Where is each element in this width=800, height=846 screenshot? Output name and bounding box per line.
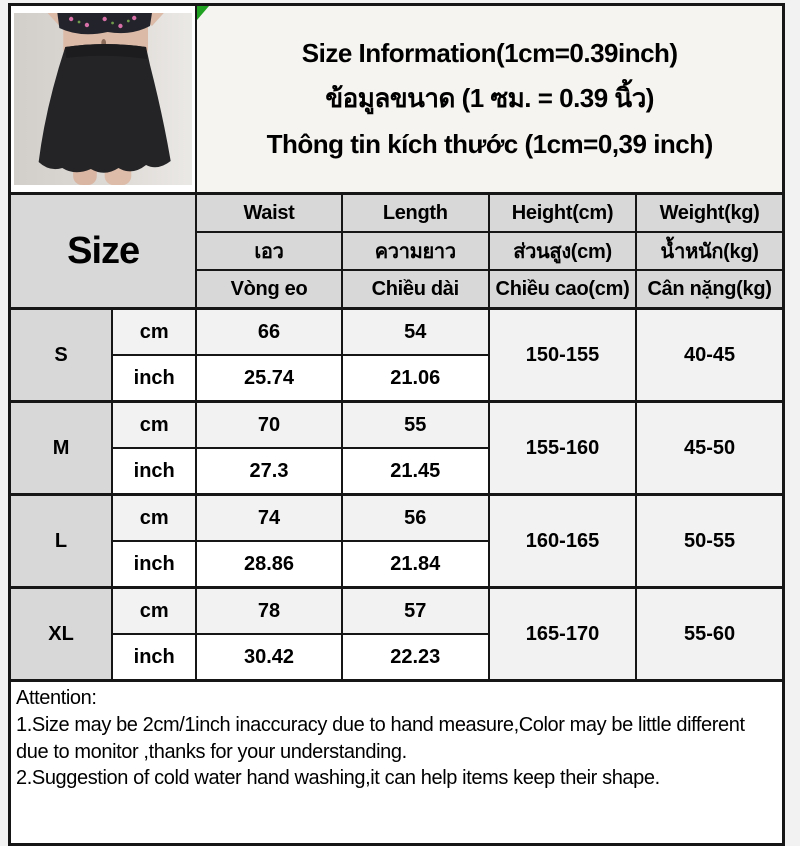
- length-cm-xl: 57: [342, 588, 489, 635]
- unit-inch-label: inch: [112, 448, 196, 495]
- title-english: Size Information(1cm=0.39inch): [301, 38, 678, 69]
- col-header-height-th: ส่วนสูง(cm): [489, 232, 636, 270]
- attention-row: [10, 681, 784, 845]
- title-stack: [203, 36, 776, 161]
- size-row-m-cm: [10, 402, 784, 449]
- col-header-waist-th: เอว: [196, 232, 341, 270]
- col-header-weight-th: น้ำหนัก(kg): [636, 232, 783, 270]
- unit-cm-label: cm: [112, 495, 196, 542]
- size-label-l: L: [10, 495, 113, 588]
- length-inch-xl: 22.23: [342, 634, 489, 681]
- column-header-row-en: [10, 194, 784, 233]
- length-cm-s: 54: [342, 309, 489, 356]
- unit-cm-label: cm: [112, 402, 196, 449]
- unit-inch-label: inch: [112, 541, 196, 588]
- height-range-xl: 165-170: [489, 588, 636, 681]
- col-header-length-en: Length: [342, 194, 489, 233]
- product-photo: [14, 13, 192, 185]
- col-header-waist-en: Waist: [196, 194, 341, 233]
- header-row: [10, 5, 784, 194]
- col-header-length-vi: Chiều dài: [342, 270, 489, 309]
- size-label-xl: XL: [10, 588, 113, 681]
- product-photo-cell: [10, 5, 197, 194]
- col-header-weight-vi: Cân nặng(kg): [636, 270, 783, 309]
- waist-cm-xl: 78: [196, 588, 341, 635]
- col-header-weight-en: Weight(kg): [636, 194, 783, 233]
- length-inch-s: 21.06: [342, 355, 489, 402]
- weight-range-xl: 55-60: [636, 588, 783, 681]
- waist-cm-l: 74: [196, 495, 341, 542]
- title-cell: [196, 5, 783, 194]
- green-corner-marker-icon: [197, 6, 209, 20]
- col-header-length-th: ความยาว: [342, 232, 489, 270]
- height-range-m: 155-160: [489, 402, 636, 495]
- size-row-s-cm: [10, 309, 784, 356]
- size-row-xl-cm: [10, 588, 784, 635]
- waist-cm-s: 66: [196, 309, 341, 356]
- height-range-s: 150-155: [489, 309, 636, 402]
- col-header-height-vi: Chiều cao(cm): [489, 270, 636, 309]
- size-label-m: M: [10, 402, 113, 495]
- length-cm-l: 56: [342, 495, 489, 542]
- unit-cm-label: cm: [112, 309, 196, 356]
- height-range-l: 160-165: [489, 495, 636, 588]
- attention-heading: Attention:: [16, 687, 97, 709]
- waist-inch-l: 28.86: [196, 541, 341, 588]
- weight-range-s: 40-45: [636, 309, 783, 402]
- attention-line-2: 2.Suggestion of cold water hand washing,it can help items keep their shape.: [16, 767, 660, 790]
- weight-range-m: 45-50: [636, 402, 783, 495]
- length-inch-m: 21.45: [342, 448, 489, 495]
- waist-inch-xl: 30.42: [196, 634, 341, 681]
- size-label-s: S: [10, 309, 113, 402]
- length-cm-m: 55: [342, 402, 489, 449]
- weight-range-l: 50-55: [636, 495, 783, 588]
- size-chart-table: [8, 3, 785, 846]
- title-thai: ข้อมูลขนาด (1 ซม. = 0.39 นิ้ว): [325, 83, 654, 114]
- size-row-l-cm: [10, 495, 784, 542]
- waist-cm-m: 70: [196, 402, 341, 449]
- length-inch-l: 21.84: [342, 541, 489, 588]
- attention-line-1: 1.Size may be 2cm/1inch inaccuracy due to hand measure,Color may be little different due to monitor ,thanks for your understanding.: [16, 713, 745, 763]
- unit-inch-label: inch: [112, 634, 196, 681]
- col-header-height-en: Height(cm): [489, 194, 636, 233]
- waist-inch-s: 25.74: [196, 355, 341, 402]
- unit-cm-label: cm: [112, 588, 196, 635]
- title-vietnamese: Thông tin kích thước (1cm=0,39 inch): [266, 128, 713, 159]
- waist-inch-m: 27.3: [196, 448, 341, 495]
- size-corner-label: Size: [10, 194, 197, 309]
- attention-note: [10, 681, 784, 845]
- unit-inch-label: inch: [112, 355, 196, 402]
- col-header-waist-vi: Vòng eo: [196, 270, 341, 309]
